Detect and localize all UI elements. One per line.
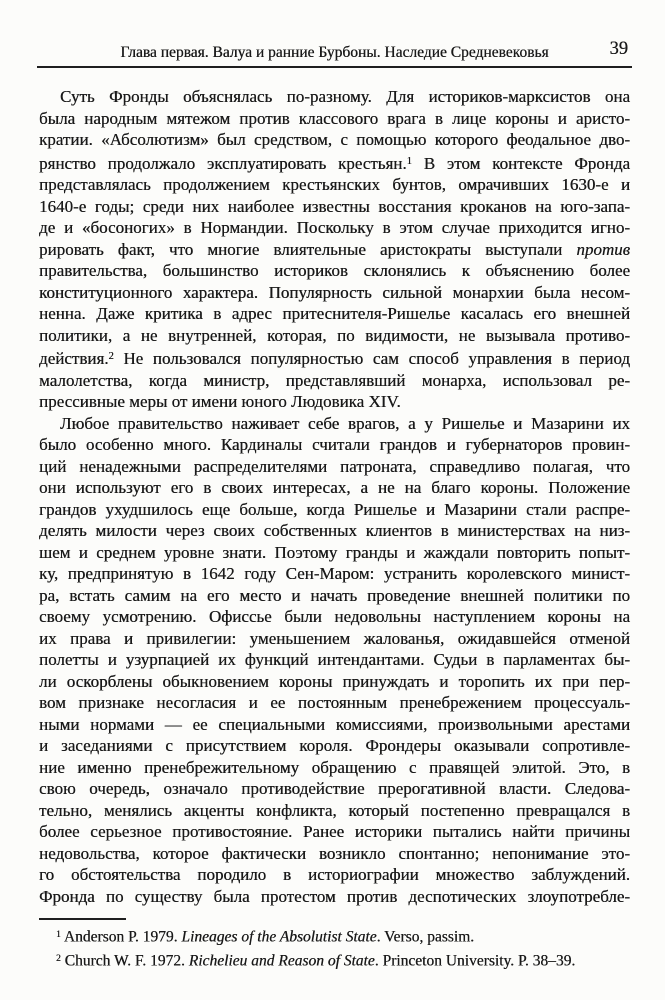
- header-rule: [37, 66, 632, 68]
- footnote-marker: 2: [56, 952, 61, 964]
- text-line: [39, 864, 630, 886]
- body-text: [39, 86, 630, 907]
- text-segment: ций ненадежными распределителями патроната, справедливо полагая, что: [39, 456, 630, 476]
- text-line: [39, 477, 630, 499]
- text-line: [39, 239, 630, 261]
- text-line: [39, 735, 630, 757]
- footnote-ref: 1: [406, 155, 412, 167]
- text-segment: ние именно пренебрежительному обращению с правящей элитой. Это, в: [39, 757, 630, 777]
- text-segment: малолетства, когда министр, представлявший монарха, использовал ре-: [39, 370, 630, 390]
- running-title: Глава первая. Валуа и ранние Бурбоны. Наследие Средневековья: [120, 44, 549, 61]
- italic-text: Lineages of the Absolutist State: [181, 928, 377, 946]
- text-line: [39, 843, 630, 865]
- text-segment: де и «босоногих» в Нормандии. Поскольку в этом случае приходится игно-: [39, 218, 630, 238]
- text-line: [39, 542, 630, 564]
- text-line: [39, 370, 630, 392]
- text-segment: ра, встать самим на его место и начать проведение внешней политики по: [39, 585, 630, 605]
- text-line: [39, 346, 630, 370]
- text-segment: было особенно много. Кардиналы считали грандов и губернаторов провин-: [39, 435, 630, 455]
- text-line: [39, 800, 630, 822]
- text-line: [39, 151, 630, 175]
- text-segment: была народным мятежом против классового врага в лице короны и аристо-: [39, 108, 630, 128]
- paragraph: [39, 86, 630, 413]
- text-line: [39, 821, 630, 843]
- text-segment: представлялась продолжением крестьянских бунтов, омрачивших 1630-е и: [39, 175, 630, 195]
- text-segment: рировать факт, что многие влиятельные аристократы выступали: [39, 239, 577, 259]
- text-line: [39, 628, 630, 650]
- text-line: [39, 671, 630, 693]
- text-line: [39, 413, 630, 435]
- text-line: [39, 757, 630, 779]
- text-line: [39, 778, 630, 800]
- text-segment: свою очередь, означало противодействие прерогативной власти. Следова-: [39, 779, 630, 799]
- text-segment: Church W. F. 1972.: [64, 952, 189, 970]
- text-segment: правительства, большинство историков склонялись к объяснению более: [39, 261, 630, 281]
- text-line: [39, 886, 630, 908]
- footnotes: [39, 924, 639, 972]
- text-segment: Не пользовался популярностью сам способ управления в период: [113, 349, 630, 369]
- text-line: [39, 108, 630, 130]
- text-line: [39, 434, 630, 456]
- text-line: [39, 196, 630, 218]
- text-line: [39, 456, 630, 478]
- page-number: 39: [609, 39, 628, 59]
- text-segment: Anderson P. 1979.: [63, 928, 182, 946]
- text-segment: грандов ухудшилось еще больше, когда Ришелье и Мазарини стали распре-: [39, 499, 630, 519]
- text-segment: 1640-е годы; среди них наиболее известны восстания кроканов на юго-запа-: [39, 196, 630, 216]
- text-line: [39, 303, 630, 325]
- paragraph: [39, 413, 630, 908]
- text-segment: конституционного характера. Популярность сильной монархии была несом-: [39, 282, 630, 302]
- text-line: [39, 217, 630, 239]
- text-line: [39, 282, 630, 304]
- text-segment: Фронда по существу была протестом против деспотических злоупотребле-: [39, 886, 630, 906]
- text-line: [39, 174, 630, 196]
- footnote: [39, 948, 639, 972]
- text-segment: политики, а не внутренней, которая, по видимости, не вызывала противо-: [39, 325, 630, 345]
- italic-text: против: [576, 239, 630, 259]
- italic-text: Richelieu and Reason of State: [188, 952, 375, 970]
- text-line: [39, 86, 630, 108]
- text-line: [39, 692, 630, 714]
- text-line: [39, 585, 630, 607]
- text-segment: полетты и узурпацией их функций интендантами. Судьи в парламентах бы-: [39, 650, 630, 670]
- text-line: [39, 129, 630, 151]
- footnote-marker: 1: [56, 929, 61, 940]
- text-line: [39, 606, 630, 628]
- text-segment: ку, предпринятую в 1642 году Сен-Маром: устранить королевского минист-: [39, 564, 630, 584]
- text-line: [39, 714, 630, 736]
- text-segment: . Princeton University. P. 38–39.: [374, 952, 576, 970]
- text-segment: прессивные меры от имени юного Людовика XIV.: [39, 392, 401, 412]
- text-segment: недовольства, которое фактически возникло спонтанно; непонимание это-: [39, 843, 630, 863]
- text-segment: го обстоятельства породило в историографии множество заблуждений.: [39, 865, 630, 885]
- text-line: [39, 260, 630, 282]
- text-line: [39, 649, 630, 671]
- text-segment: ненна. Даже критика в адрес притеснителя-Ришелье касалась его внешней: [39, 304, 630, 324]
- text-segment: рянство продолжало эксплуатировать крестьян.: [39, 153, 407, 173]
- text-segment: Любое правительство наживает себе врагов, а у Ришелье и Мазарини их: [60, 413, 630, 433]
- text-segment: своему усмотрению. Офиссье были недовольны наступлением короны на: [39, 607, 630, 627]
- text-segment: ными нормами — ее специальными комиссиями, произвольными арестами: [39, 714, 630, 734]
- text-segment: действия.: [39, 349, 109, 369]
- text-segment: . Verso, passim.: [376, 928, 475, 946]
- page-header: [39, 39, 630, 64]
- text-line: [39, 499, 630, 521]
- text-segment: шем и среднем уровне знати. Поэтому гранды и жаждали повторить попыт-: [39, 542, 630, 562]
- text-segment: они используют его в своих интересах, а не на благо короны. Положение: [39, 478, 630, 498]
- text-segment: более серьезное противостояние. Ранее историки пытались найти причины: [39, 822, 630, 842]
- footnote-separator: [39, 918, 126, 920]
- footnote: [39, 924, 639, 948]
- text-segment: и заседаниями с присутствием короля. Фрондеры оказывали сопротивле-: [39, 736, 630, 756]
- text-segment: кратии. «Абсолютизм» был средством, с помощью которого феодальное дво-: [39, 130, 630, 149]
- text-segment: их права и привилегии: уменьшением жалованья, ожидавшейся отменой: [39, 628, 630, 648]
- text-segment: вом признаке несогласия и ее постоянным пренебрежением процессуаль-: [39, 693, 630, 713]
- text-segment: Суть Фронды объяснялась по-разному. Для историков-марксистов она: [60, 87, 630, 106]
- text-line: [39, 520, 630, 542]
- text-segment: ли оскорблены обыкновением короны принуждать и торопить их при пер-: [39, 671, 630, 691]
- text-line: [39, 563, 630, 585]
- text-segment: В этом контексте Фронда: [411, 153, 631, 173]
- footnote-ref: 2: [108, 351, 114, 363]
- text-line: [39, 391, 630, 413]
- text-segment: делять милости через своих собственных клиентов в министерствах на низ-: [39, 521, 630, 541]
- text-segment: тельно, менялись акценты конфликта, который постепенно превращался в: [39, 800, 630, 820]
- text-line: [39, 325, 630, 347]
